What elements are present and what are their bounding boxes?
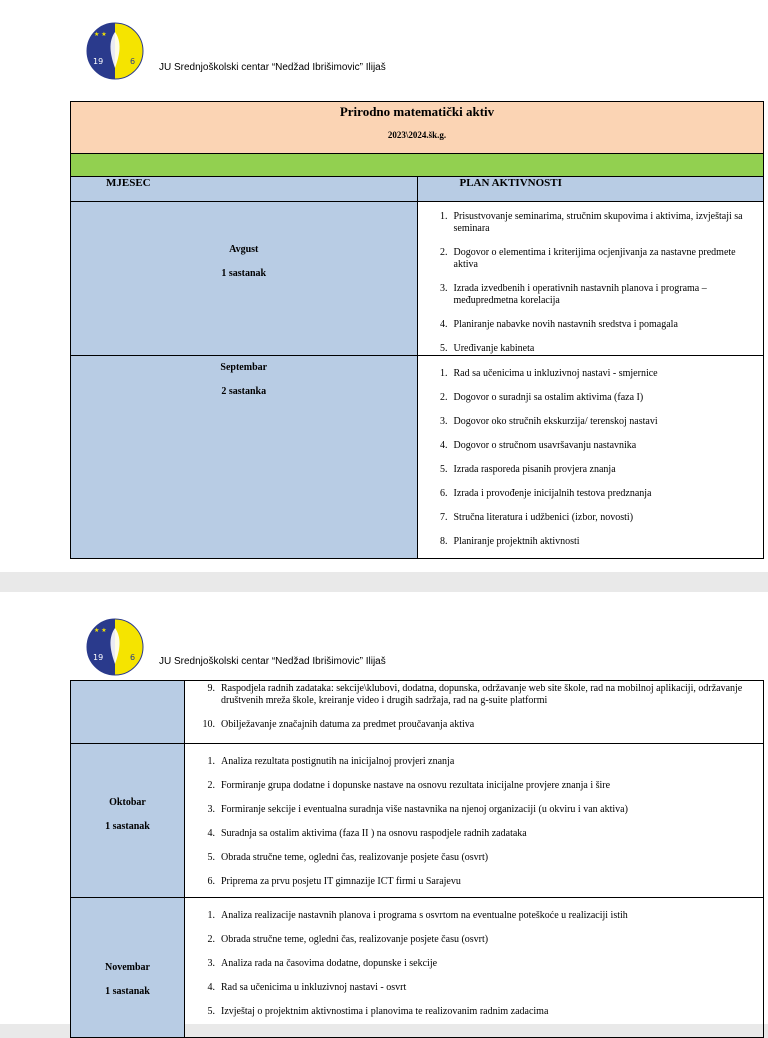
list-item: 1. Analiza realizacije nastavnih planova i programa s osvrtom na eventualne poteškoće u realizaciji istih (207, 910, 628, 921)
month-cell (71, 681, 185, 744)
list-item: 3. Formiranje sekcije i eventualna suradnja više nastavnika na njenoj organizaciji (u okviru i van aktiva) (207, 804, 628, 815)
activities-cell (185, 898, 764, 1038)
list-item: 1. Rad sa učenicima u inkluzivnoj nastavi - smjernice (440, 368, 658, 379)
list-item: 7. Stručna literatura i udžbenici (izbor, novosti) (440, 512, 634, 523)
activity-list (418, 356, 764, 548)
list-item: 4. Dogovor o stručnom usavršavanju nastavnika (440, 440, 637, 451)
activities-cell (417, 356, 764, 559)
svg-text:6: 6 (130, 57, 136, 66)
list-item: 5. Izvještaj o projektnim aktivnostima i planovima te realizovanim radnim zadacima (207, 1006, 549, 1017)
table-row-oktobar (71, 744, 764, 898)
month-name: Oktobar (109, 797, 146, 808)
list-item: 3. Dogovor oko stručnih ekskurzija/ terenskoj nastavi (440, 416, 658, 427)
document-title: Prirodno matematički aktiv (339, 104, 495, 119)
month-name: Novembar (105, 962, 150, 973)
activity-list (418, 202, 764, 355)
list-item: 5. Uređivanje kabineta (440, 343, 535, 354)
svg-text:★ ★: ★ ★ (94, 31, 107, 38)
school-logo (86, 618, 144, 676)
meeting-count: 1 sastanak (105, 821, 150, 832)
table-row-septembar-continued (71, 681, 764, 744)
month-cell (71, 356, 418, 559)
table-title-cell (71, 102, 764, 154)
list-item: 4. Planiranje nabavke novih nastavnih sredstva i pomagala (440, 319, 678, 330)
meeting-count: 1 sastanak (105, 986, 150, 997)
table-row-avgust (71, 202, 764, 356)
list-item: 6. Priprema za prvu posjetu IT gimnazije ICT firmi u Sarajevu (207, 876, 461, 887)
month-name: Avgust (229, 244, 259, 255)
activity-list (185, 898, 763, 1018)
list-item: 8. Planiranje projektnih aktivnosti (440, 536, 580, 547)
month-name: Septembar (220, 362, 268, 373)
plan-table-continued (70, 680, 764, 1038)
month-cell (71, 744, 185, 898)
activity-list (185, 744, 763, 888)
list-item: 6. Izrada i provođenje inicijalnih testova predznanja (440, 488, 652, 499)
organization-name: JU Srednjoškolski centar “Nedžad Ibrišimovic” Ilijaš (159, 656, 386, 667)
list-item: 4. Suradnja sa ostalim aktivima (faza II ) na osnovu raspodjele radnih zadataka (207, 828, 527, 839)
svg-text:19: 19 (93, 653, 104, 662)
svg-text:19: 19 (93, 57, 104, 66)
meeting-count: 1 sastanak (221, 268, 267, 279)
school-year: 2023\2024.šk.g. (387, 130, 447, 140)
column-header-month: MJESEC (71, 177, 418, 202)
document-page-2 (0, 592, 768, 1024)
svg-text:6: 6 (130, 653, 136, 662)
list-item: 9. Raspodjela radnih zadataka: sekcije\klubovi, dodatna, dopunska, održavanje web site škole, rad na mobilnoj aplikaciji, održavanje društvenih mreža škole, kreiranje video i drugih sadržaja, rad na g-suite platformi (207, 683, 743, 706)
list-item: 5. Obrada stručne teme, ogledni čas, realizovanje posjete času (osvrt) (207, 852, 489, 863)
activities-cell (185, 681, 764, 744)
list-item: 2. Obrada stručne teme, ogledni čas, realizovanje posjete času (osvrt) (207, 934, 489, 945)
month-cell (71, 898, 185, 1038)
organization-name: JU Srednjoškolski centar “Nedžad Ibrišimovic” Ilijaš (159, 62, 386, 73)
meeting-count: 2 sastanka (221, 386, 267, 397)
list-item: 2. Dogovor o elementima i kriterijima ocjenjivanja za nastavne predmete aktiva (440, 247, 736, 270)
list-item: 3. Analiza rada na časovima dodatne, dopunske i sekcije (207, 958, 438, 969)
month-cell (71, 202, 418, 356)
list-item: 2. Formiranje grupa dodatne i dopunske nastave na osnovu rezultata inicijalne provjere znanja i šire (207, 780, 611, 791)
list-item: 10. Obilježavanje značajnih datuma za predmet proučavanja aktiva (202, 719, 475, 730)
green-divider-row (71, 154, 764, 177)
list-item: 5. Izrada rasporeda pisanih provjera znanja (440, 464, 616, 475)
svg-text:★ ★: ★ ★ (94, 627, 107, 634)
list-item: 1. Prisustvovanje seminarima, stručnim skupovima i aktivima, izvještaji sa seminara (440, 211, 743, 234)
activity-list (185, 681, 763, 731)
plan-table (70, 101, 764, 559)
activities-cell (185, 744, 764, 898)
table-row-septembar (71, 356, 764, 559)
column-header-plan: PLAN AKTIVNOSTI (417, 177, 764, 202)
school-logo (86, 22, 144, 80)
list-item: 2. Dogovor o suradnji sa ostalim aktivima (faza I) (440, 392, 644, 403)
list-item: 1. Analiza rezultata postignutih na inicijalnoj provjeri znanja (207, 756, 455, 767)
activities-cell (417, 202, 764, 356)
list-item: 4. Rad sa učenicima u inkluzivnoj nastavi - osvrt (207, 982, 407, 993)
list-item: 3. Izrada izvedbenih i operativnih nastavnih planova i programa – međupredmetna korelacija (440, 283, 707, 306)
table-row-novembar (71, 898, 764, 1038)
